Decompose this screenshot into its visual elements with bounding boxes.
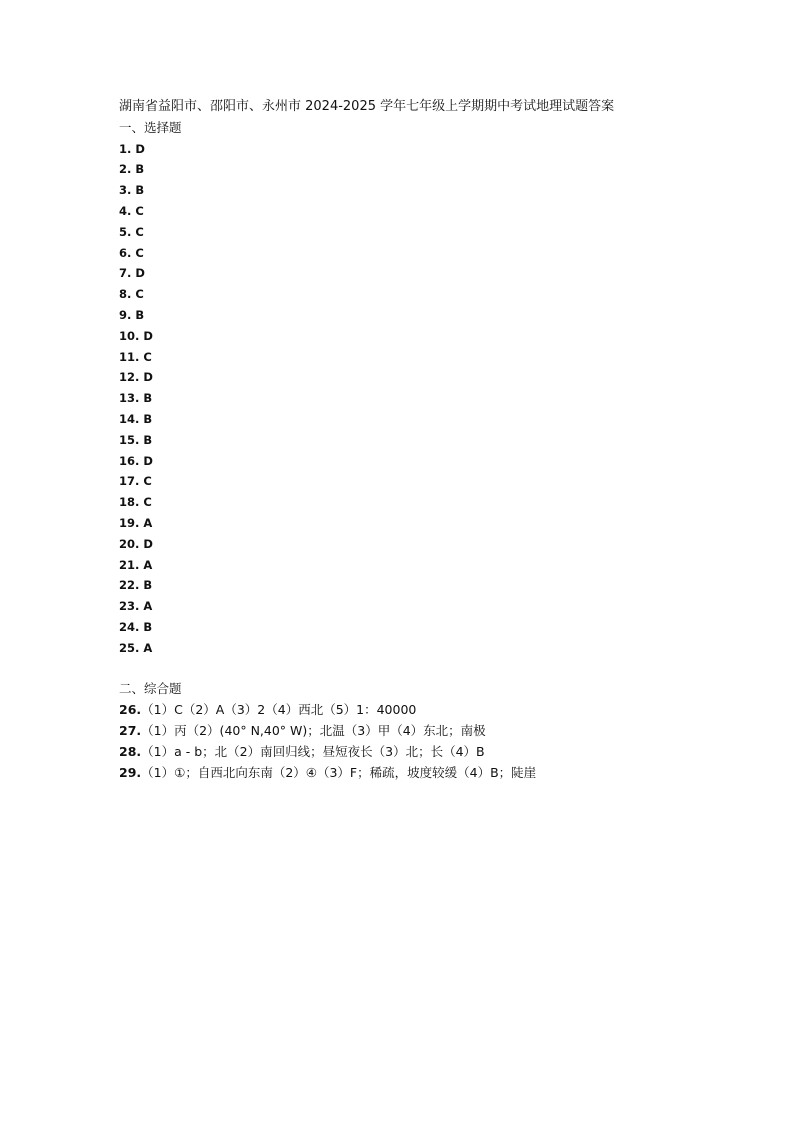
choice-answer: 20. D	[119, 536, 153, 551]
choice-answer: 2. B	[119, 162, 145, 177]
choice-answer: 16. D	[119, 453, 153, 468]
section-heading-comprehensive: 二、综合题	[119, 681, 182, 697]
choice-answer: 17. C	[119, 474, 152, 489]
comprehensive-answer	[119, 721, 719, 742]
choice-answer: 6. C	[119, 245, 144, 260]
choice-answer: 18. C	[119, 495, 152, 510]
choice-answer: 21. A	[119, 557, 153, 572]
choice-answer: 24. B	[119, 619, 153, 634]
choice-answer: 25. A	[119, 640, 153, 655]
choice-answer: 22. B	[119, 578, 153, 593]
choice-answer: 15. B	[119, 432, 153, 447]
comprehensive-answer	[119, 700, 719, 721]
question-number: 27.	[119, 722, 142, 738]
question-number: 29.	[119, 764, 142, 780]
choice-answer: 3. B	[119, 183, 145, 198]
choice-answer: 23. A	[119, 599, 153, 614]
answer-text: （1）①；自西北向东南（2）④（3）F；稀疏，坡度较缓（4）B；陡崖	[141, 764, 537, 780]
question-number: 26.	[119, 702, 142, 718]
choice-answer: 8. C	[119, 287, 144, 302]
comprehensive-answer	[119, 742, 719, 763]
comprehensive-answer	[119, 763, 719, 784]
answer-text: （1）C（2）A（3）2（4）西北（5）1：40000	[141, 702, 417, 718]
answer-text: （1）丙（2）(40° N,40° W)；北温（3）甲（4）东北；南极	[141, 722, 486, 738]
choice-answer: 11. C	[119, 349, 152, 364]
document-content	[119, 97, 719, 783]
document-title: 湖南省益阳市、邵阳市、永州市 2024-2025 学年七年级上学期期中考试地理试题答案	[119, 99, 615, 114]
choice-answer: 14. B	[119, 411, 153, 426]
choice-answer: 1. D	[119, 141, 145, 156]
choice-answer: 12. D	[119, 370, 153, 385]
choice-answer: 10. D	[119, 328, 153, 343]
choice-answer: 13. B	[119, 391, 153, 406]
choice-answer-list	[119, 139, 719, 659]
choice-answer: 19. A	[119, 515, 153, 530]
section-spacer	[119, 659, 719, 680]
choice-answer: 4. C	[119, 203, 144, 218]
section-heading-choice: 一、选择题	[119, 119, 182, 135]
answer-text: （1）a - b；北（2）南回归线；昼短夜长（3）北；长（4）B	[141, 743, 485, 759]
choice-answer: 5. C	[119, 224, 144, 239]
question-number: 28.	[119, 743, 142, 759]
choice-answer: 9. B	[119, 307, 145, 322]
comprehensive-answer-list	[119, 700, 719, 783]
choice-answer: 7. D	[119, 266, 145, 281]
